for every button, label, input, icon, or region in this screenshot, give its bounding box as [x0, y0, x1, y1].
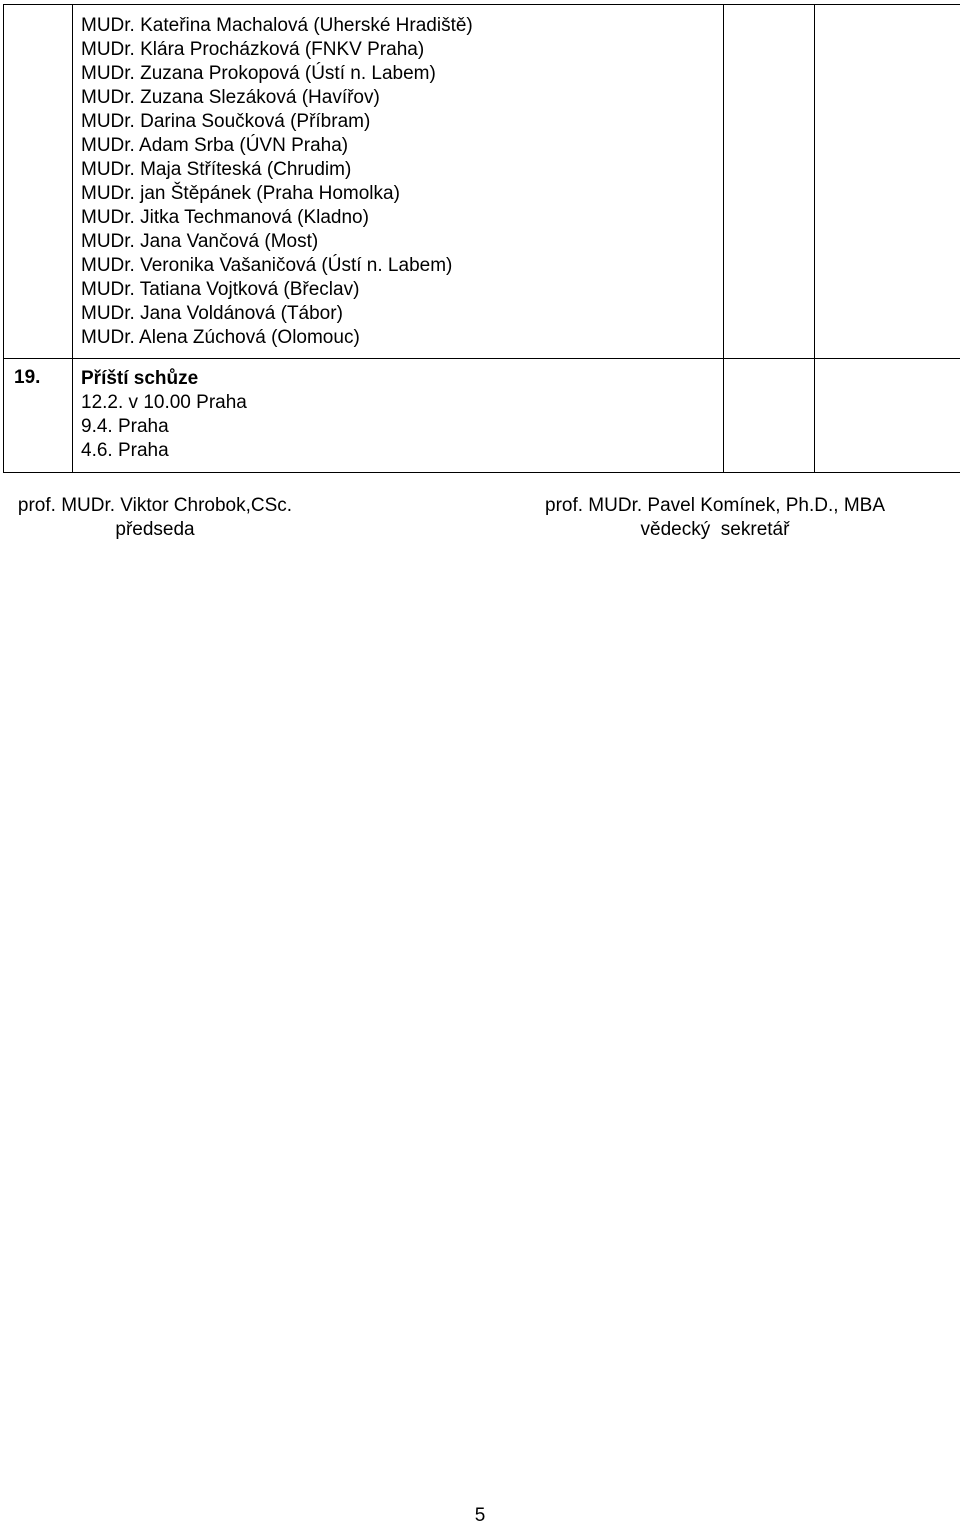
table-row: [4, 5, 960, 359]
member-list-item: MUDr. jan Štěpánek (Praha Homolka): [81, 182, 723, 206]
meeting-date: 9.4. Praha: [81, 415, 723, 439]
secretary-signature: [520, 494, 910, 542]
member-list-item: MUDr. Klára Procházková (FNKV Praha): [81, 38, 723, 62]
secretary-name: prof. MUDr. Pavel Komínek, Ph.D., MBA: [520, 494, 910, 518]
member-list-item: MUDr. Maja Stříteská (Chrudim): [81, 158, 723, 182]
empty-cell: [815, 5, 960, 359]
minutes-table: [3, 4, 960, 473]
secretary-role: vědecký sekretář: [520, 518, 910, 542]
member-list-item: MUDr. Zuzana Slezáková (Havířov): [81, 86, 723, 110]
empty-cell: [724, 5, 815, 359]
empty-cell: [815, 359, 960, 473]
chair-name: prof. MUDr. Viktor Chrobok,CSc.: [0, 494, 310, 518]
chair-role: předseda: [0, 518, 310, 542]
item-number-cell: [4, 5, 73, 359]
member-list-item: MUDr. Veronika Vašaničová (Ústí n. Labem): [81, 254, 723, 278]
member-list-cell: [73, 5, 724, 359]
member-list-item: MUDr. Jana Voldánová (Tábor): [81, 302, 723, 326]
table-row: [4, 359, 960, 473]
item-number: 19.: [4, 359, 73, 473]
member-list-item: MUDr. Kateřina Machalová (Uherské Hradiště): [81, 14, 723, 38]
member-list-item: MUDr. Adam Srba (ÚVN Praha): [81, 134, 723, 158]
member-list-item: MUDr. Alena Zúchová (Olomouc): [81, 326, 723, 350]
meeting-date: 12.2. v 10.00 Praha: [81, 391, 723, 415]
page-number: 5: [0, 1504, 960, 1528]
member-list-item: MUDr. Darina Součková (Příbram): [81, 110, 723, 134]
member-list-item: MUDr. Jitka Techmanová (Kladno): [81, 206, 723, 230]
meeting-date: 4.6. Praha: [81, 439, 723, 463]
chair-signature: [0, 494, 310, 542]
member-list-item: MUDr. Jana Vančová (Most): [81, 230, 723, 254]
member-list-item: MUDr. Tatiana Vojtková (Břeclav): [81, 278, 723, 302]
next-meeting-cell: [73, 359, 724, 473]
empty-cell: [724, 359, 815, 473]
next-meeting-heading: Příští schůze: [81, 367, 723, 391]
member-list-item: MUDr. Zuzana Prokopová (Ústí n. Labem): [81, 62, 723, 86]
